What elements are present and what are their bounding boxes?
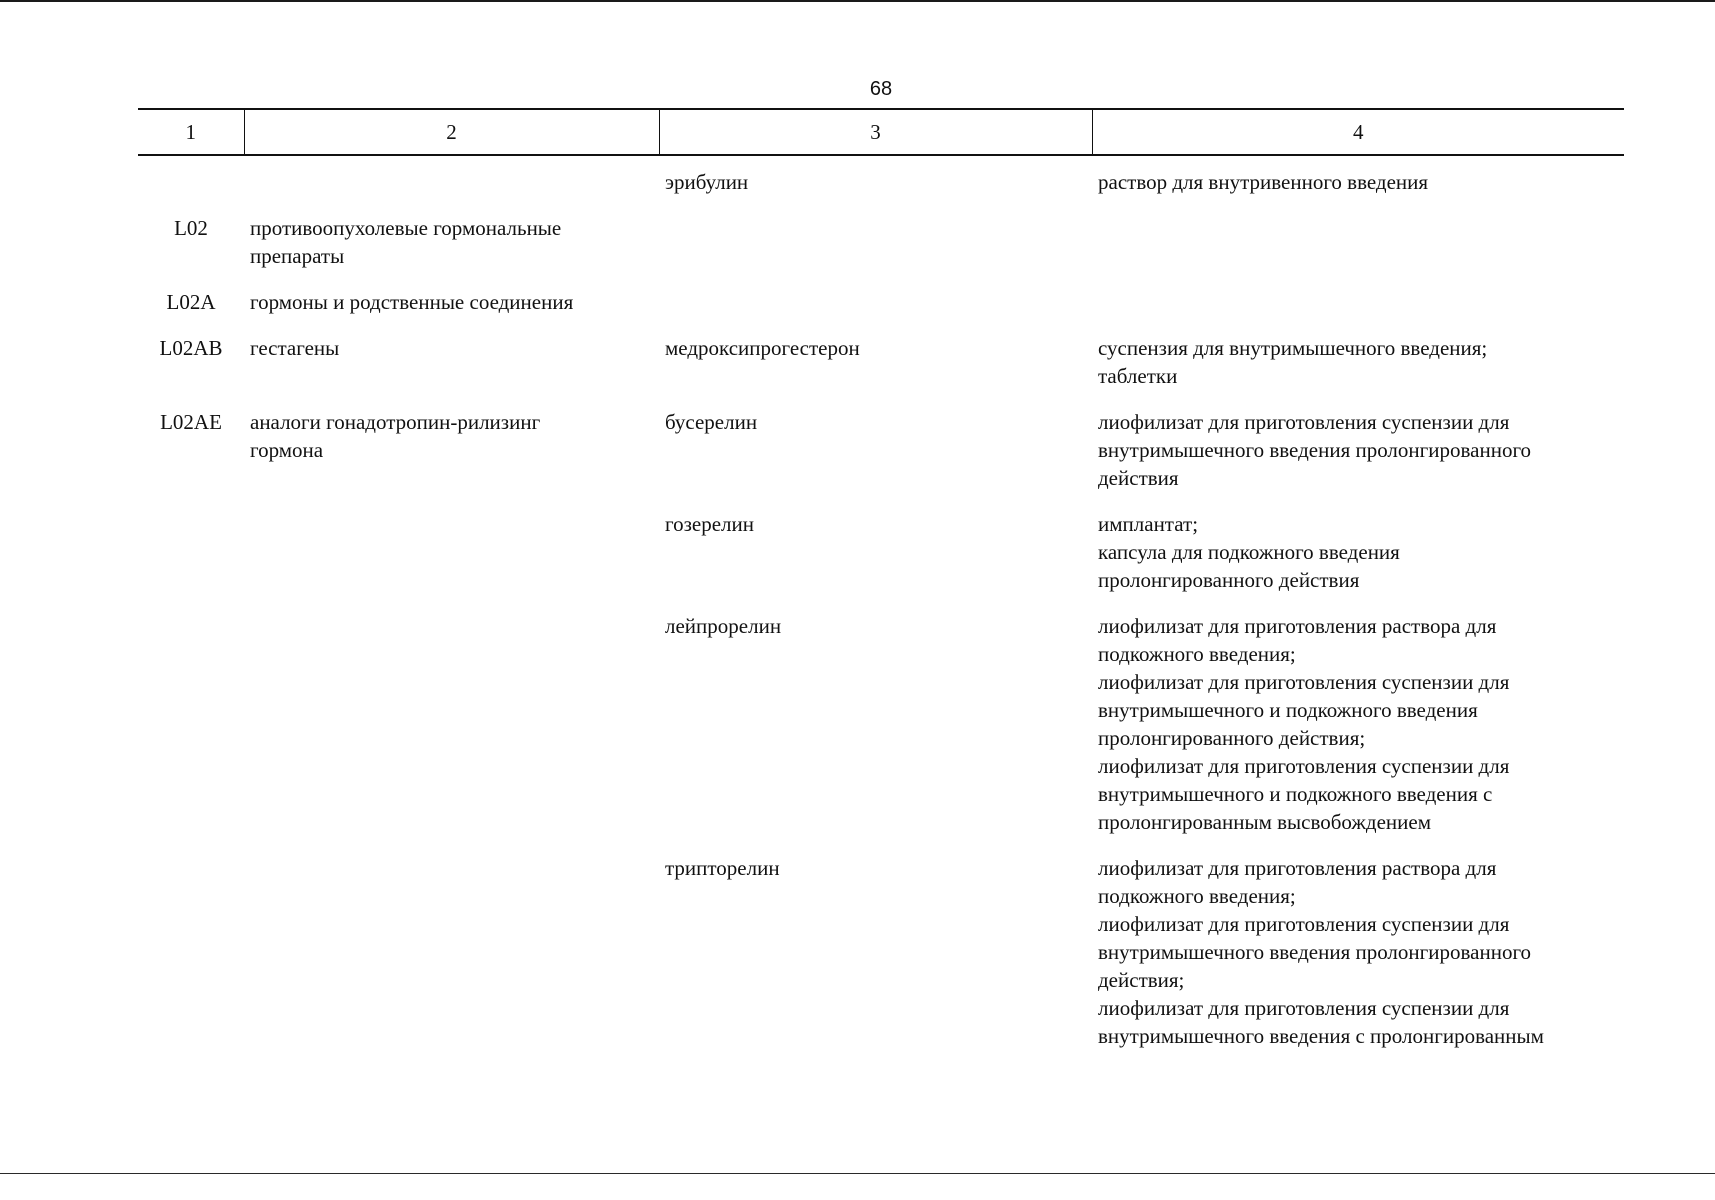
substance-cell: медроксипрогестерон: [665, 336, 860, 360]
dosage-form-line: внутримышечного и подкожного введения: [1098, 698, 1478, 722]
page-top-border: [0, 0, 1715, 2]
group-name-cell: [244, 155, 659, 196]
substance-cell: лейпрорелин: [665, 614, 782, 638]
row-spacer: [138, 196, 1624, 214]
group-name-cell: [244, 612, 659, 836]
group-name-cell: [244, 334, 659, 390]
group-name-line: гормоны и родственные соединения: [250, 290, 574, 314]
page-bottom-border: [0, 1173, 1715, 1174]
substance-cell: эрибулин: [665, 170, 749, 194]
atc-code-cell: [138, 510, 244, 594]
group-name-line: гестагены: [250, 336, 340, 360]
dosage-form-line: пролонгированного действия: [1098, 568, 1360, 592]
dosage-form-line: пролонгированного действия;: [1098, 726, 1366, 750]
dosage-form-line: лиофилизат для приготовления суспензии для: [1098, 996, 1510, 1020]
dosage-form-line: действия: [1098, 466, 1179, 490]
group-name-line: препараты: [250, 244, 345, 268]
dosage-forms-cell: [1092, 214, 1624, 270]
atc-code-cell: L02AE: [160, 410, 222, 434]
atc-code-cell: L02AB: [159, 336, 223, 360]
dosage-forms-cell: [1092, 288, 1624, 316]
row-spacer: [138, 270, 1624, 288]
table-row: [138, 214, 1624, 270]
dosage-form-line: лиофилизат для приготовления раствора для: [1098, 856, 1497, 880]
group-name-cell: [244, 214, 659, 270]
dosage-form-line: лиофилизат для приготовления суспензии для: [1098, 912, 1510, 936]
substance-cell: бусерелин: [665, 410, 758, 434]
atc-code-cell: [138, 612, 244, 836]
table-row: [138, 854, 1624, 1050]
row-spacer: [138, 316, 1624, 334]
dosage-form-line: пролонгированным высвобождением: [1098, 810, 1431, 834]
dosage-form-line: лиофилизат для приготовления суспензии для: [1098, 754, 1510, 778]
dosage-forms-cell: [1092, 408, 1624, 492]
table-row: [138, 510, 1624, 594]
column-header: 2: [244, 109, 659, 155]
dosage-forms-cell: [1092, 612, 1624, 836]
dosage-form-line: внутримышечного введения с пролонгированным: [1098, 1024, 1544, 1048]
row-spacer: [138, 492, 1624, 510]
group-name-line: противоопухолевые гормональные: [250, 216, 562, 240]
table-body: [138, 155, 1624, 1050]
dosage-form-line: таблетки: [1098, 364, 1178, 388]
group-name-cell: [244, 510, 659, 594]
group-name-line: аналоги гонадотропин-рилизинг: [250, 410, 541, 434]
row-spacer: [138, 836, 1624, 854]
group-name-cell: [244, 288, 659, 316]
substance-cell: [659, 214, 1092, 270]
atc-code-cell: L02: [174, 216, 208, 240]
substance-cell: гозерелин: [665, 512, 754, 536]
table-row: [138, 612, 1624, 836]
dosage-form-line: действия;: [1098, 968, 1185, 992]
drug-table: [138, 108, 1624, 1050]
dosage-form-line: лиофилизат для приготовления суспензии для: [1098, 410, 1510, 434]
group-name-line: гормона: [250, 438, 324, 462]
dosage-forms-cell: [1092, 854, 1624, 1050]
row-spacer: [138, 390, 1624, 408]
drug-table-container: [138, 108, 1624, 1050]
dosage-form-line: лиофилизат для приготовления суспензии для: [1098, 670, 1510, 694]
column-header: 1: [138, 109, 244, 155]
dosage-form-line: внутримышечного введения пролонгированного: [1098, 940, 1532, 964]
group-name-cell: [244, 408, 659, 492]
page-number: 68: [869, 78, 893, 100]
table-row: [138, 288, 1624, 316]
dosage-forms-cell: [1092, 334, 1624, 390]
atc-code-cell: [138, 854, 244, 1050]
dosage-forms-cell: [1092, 510, 1624, 594]
atc-code-cell: L02A: [166, 290, 216, 314]
table-row: [138, 334, 1624, 390]
dosage-form-line: лиофилизат для приготовления раствора для: [1098, 614, 1497, 638]
dosage-forms-cell: [1092, 155, 1624, 196]
dosage-form-line: раствор для внутривенного введения: [1098, 170, 1429, 194]
dosage-form-line: подкожного введения;: [1098, 884, 1296, 908]
dosage-form-line: внутримышечного введения пролонгированного: [1098, 438, 1532, 462]
table-header: [138, 109, 1624, 155]
dosage-form-line: подкожного введения;: [1098, 642, 1296, 666]
column-header: 4: [1092, 109, 1624, 155]
header-row: [138, 109, 1624, 155]
dosage-form-line: суспензия для внутримышечного введения;: [1098, 336, 1488, 360]
dosage-form-line: имплантат;: [1098, 512, 1199, 536]
dosage-form-line: внутримышечного и подкожного введения с: [1098, 782, 1493, 806]
atc-code-cell: [138, 155, 244, 196]
group-name-cell: [244, 854, 659, 1050]
table-row: [138, 155, 1624, 196]
dosage-form-line: капсула для подкожного введения: [1098, 540, 1400, 564]
substance-cell: [659, 288, 1092, 316]
table-row: [138, 408, 1624, 492]
column-header: 3: [659, 109, 1092, 155]
row-spacer: [138, 594, 1624, 612]
substance-cell: трипторелин: [665, 856, 780, 880]
